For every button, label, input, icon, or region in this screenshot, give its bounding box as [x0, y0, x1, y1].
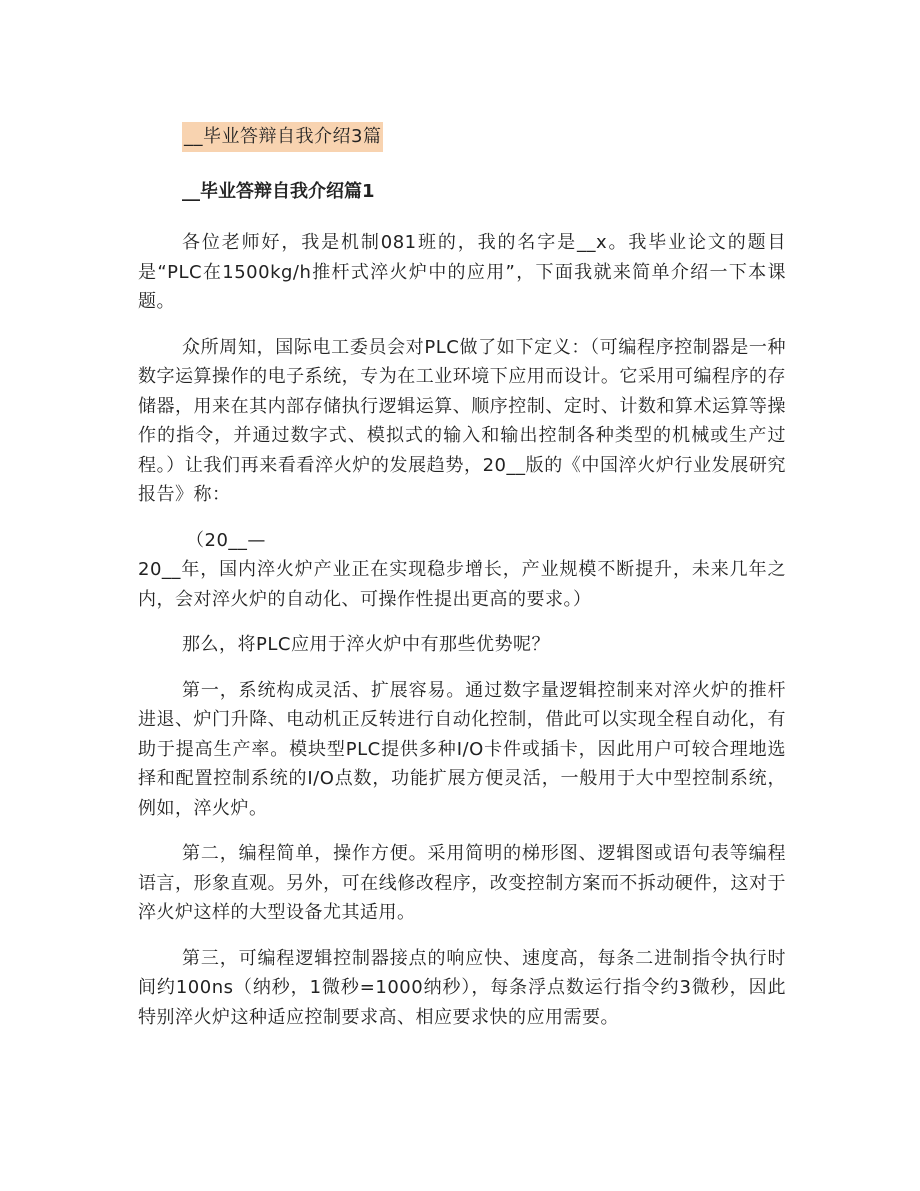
section-heading: __毕业答辩自我介绍篇1: [182, 181, 375, 202]
paragraph-advantage-2: 第二，编程简单，操作方便。采用简明的梯形图、逻辑图或语句表等编程语言，形象直观。另外，可在线修改程序，改变控制方案而不拆动硬件，这对于淬火炉这样的大型设备尤其适用。: [138, 843, 786, 923]
paragraph-intro: 各位老师好，我是机制081班的，我的名字是__x。我毕业论文的题目是“PLC在1500kg/h推杆式淬火炉中的应用”，下面我就来简单介绍一下本课题。: [138, 232, 786, 312]
paragraph-advantages-question: 那么，将PLC应用于淬火炉中有那些优势呢？: [182, 634, 550, 655]
paragraph-report-quote: [138, 526, 786, 615]
paragraph-advantage-1: 第一，系统构成灵活、扩展容易。通过数字量逻辑控制来对淬火炉的推杆进退、炉门升降、电动机正反转进行自动化控制，借此可以实现全程自动化，有助于提高生产率。模块型PLC提供多种I/O卡件或插卡，因此用户可较合理地选择和配置控制系统的I/O点数，功能扩展方便灵活，一般用于大中型控制系统，例如，淬火炉。: [138, 679, 786, 819]
quote-start: （20__—: [186, 529, 266, 551]
quote-rest: 20__年，国内淬火炉产业正在实现稳步增长，产业规模不断提升，未来几年之内，会对淬火炉的自动化、可操作性提出更高的要求。）: [138, 559, 786, 610]
paragraph-advantage-3: 第三，可编程逻辑控制器接点的响应快、速度高，每条二进制指令执行时间约100ns（纳秒，1微秒=1000纳秒），每条浮点数运行指令约3微秒，因此特别淬火炉这种适应控制要求高、相应要求快的应用需要。: [138, 947, 786, 1028]
document-title: __毕业答辩自我介绍3篇: [182, 122, 383, 152]
document-body: [138, 122, 786, 1048]
document-title-row: [182, 122, 786, 156]
paragraph-plc-definition: 众所周知，国际电工委员会对PLC做了如下定义：（可编程序控制器是一种数字运算操作的电子系统，专为在工业环境下应用而设计。它采用可编程序的存储器，用来在其内部存储执行逻辑运算、顺序控制、定时、计数和算术运算等操作的指令，并通过数字式、模拟式的输入和输出控制各种类型的机械或生产过程。）让我们再来看看淬火炉的发展趋势，20__版的《中国淬火炉行业发展研究报告》称：: [138, 336, 786, 505]
